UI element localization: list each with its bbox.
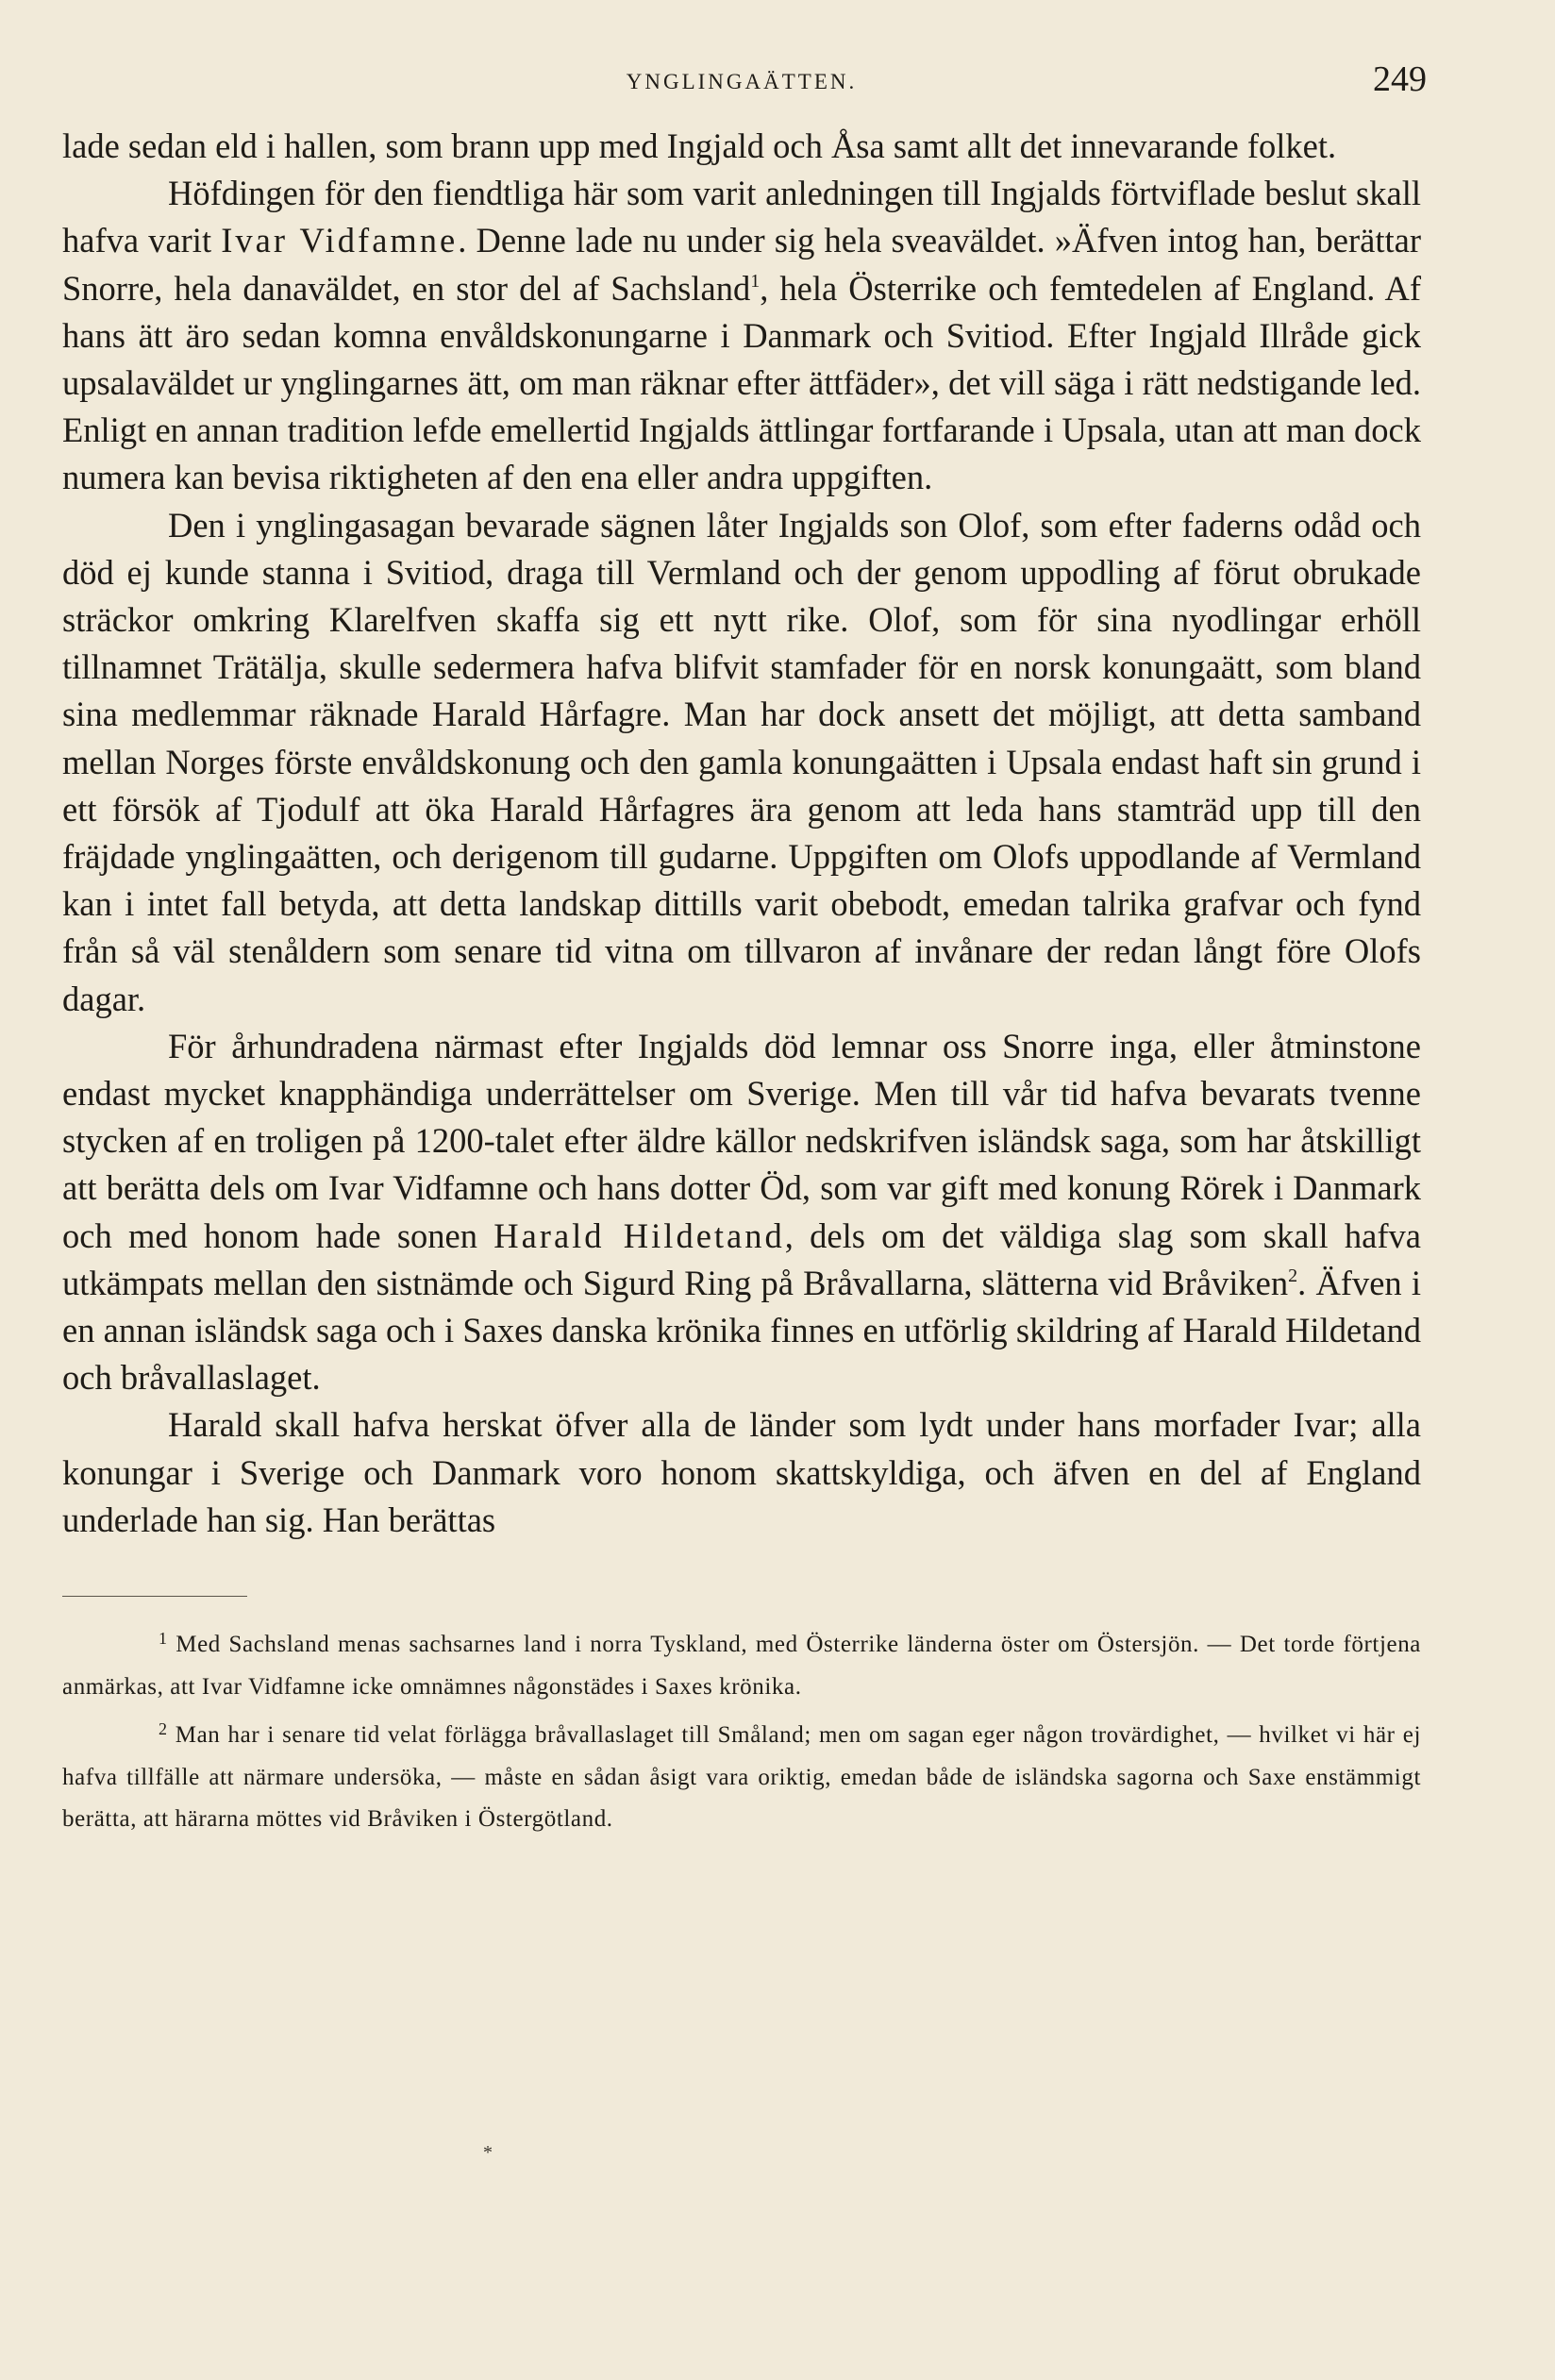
- body-text: [62, 123, 1421, 1544]
- text-segment: . Denne lade nu under sig hela sveaväldet. »Äfven intog han, berättar Snorre, hela danaväldet, en stor del af Sachsland: [62, 221, 1421, 308]
- printer-mark: *: [483, 2142, 493, 2163]
- paragraph: [62, 170, 1421, 501]
- text-segment: För århundradena närmast efter Ingjalds död lemnar oss Snorre inga, eller åtminstone endast mycket knapphändiga underrättelser om Sverige. Men till vår tid hafva bevarats tvenne stycken af en troligen på 1200-talet efter äldre källor nedskrifven isländsk saga, som har åtskilligt att berätta dels om Ivar Vidfamne och hans dotter Öd, som var gift med konung Rörek i Danmark och med honom hade sonen: [62, 1026, 1421, 1255]
- running-title: YNGLINGAÄTTEN.: [626, 70, 858, 93]
- footnote-divider: [62, 1596, 247, 1597]
- spaced-name: Harald Hildetand: [493, 1215, 785, 1255]
- text-segment: Höfdingen för den fiendtliga här som varit anledningen till Ingjalds förtviflade beslut skall hafva varit: [62, 174, 1421, 260]
- text-segment: Harald skall hafva herskat öfver alla de länder som lydt under hans morfader Ivar; alla konungar i Sverige och Danmark voro honom skattskyldiga, och äfven en del af England underlade han sig. Han berättas: [62, 1405, 1421, 1539]
- running-head: [62, 57, 1427, 123]
- text-segment: , dels om det väldiga slag som skall hafva utkämpats mellan den sistnämde och Sigurd Ring på Bråvallarna, slätterna vid Bråviken: [62, 1215, 1421, 1302]
- text-segment: , hela Österrike och femtedelen af England. Af hans ätt äro sedan komna envåldskonungarne i Danmark och Svitiod. Efter Ingjald Illråde gick upsalaväldet ur ynglingarnes ätt, om man räknar efter ättfäder», det vill säga i rätt nedstigande led. Enligt en annan tradition lefde emellertid Ingjalds ättlingar fortfarande i Upsala, utan att man dock numera kan bevisa riktigheten af den ena eller andra uppgiften.: [62, 268, 1421, 497]
- paragraph: [62, 502, 1421, 1023]
- page-number: 249: [1373, 59, 1427, 99]
- footnote-text: Med Sachsland menas sachsarnes land i norra Tyskland, med Österrike länderna öster om Östersjön. — Det torde förtjena anmärkas, att Ivar Vidfamne icke omnämnes någonstädes i Saxes krönika.: [62, 1632, 1421, 1700]
- footnote: [62, 1708, 1421, 1841]
- paragraph: [62, 123, 1421, 170]
- book-page: [62, 57, 1427, 1841]
- footnotes: [62, 1617, 1421, 1841]
- footnote: [62, 1617, 1421, 1708]
- text-segment: Den i ynglingasagan bevarade sägnen låter Ingjalds son Olof, som efter faderns odåd och död ej kunde stanna i Svitiod, draga till Vermland och der genom uppodling af förut obrukade sträckor omkring Klarelfven skaffa sig ett nytt rike. Olof, som för sina nyodlingar erhöll tillnamnet Trätälja, skulle sedermera hafva blifvit stamfader för en norsk konungaätt, som bland sina medlemmar räknade Harald Hårfagre. Man har dock ansett det möjligt, att detta samband mellan Norges förste envåldskonung och den gamla konungaätten i Upsala endast haft sin grund i ett försök af Tjodulf att öka Harald Hårfagres ära genom att leda hans stamträd upp till den fräjdade ynglingaätten, och derigenom till gudarne. Uppgiften om Olofs uppodlande af Vermland kan i intet fall betyda, att detta landskap dittills varit obebodt, emedan talrika grafvar och fynd från så väl stenåldern som senare tid vitna om tillvaron af invånare der redan långt före Olofs dagar.: [62, 505, 1421, 1018]
- footnote-reference: 2: [1288, 1265, 1298, 1286]
- paragraph: [62, 1023, 1421, 1402]
- spaced-name: Ivar Vidfamne: [221, 221, 459, 260]
- text-segment: . Äfven i en annan isländsk saga och i Saxes danska krönika finnes en utförlig skildring af Harald Hildetand och bråvallaslaget.: [62, 1263, 1421, 1398]
- paragraph: [62, 1401, 1421, 1544]
- text-segment: lade sedan eld i hallen, som brann upp med Ingjald och Åsa samt allt det innevarande folket.: [62, 126, 1337, 165]
- footnote-mark: 2: [159, 1719, 168, 1739]
- footnote-mark: 1: [159, 1629, 168, 1649]
- footnote-text: Man har i senare tid velat förlägga bråvallaslaget till Småland; men om sagan eger någon trovärdighet, — hvilket vi här ej hafva tillfälle att närmare undersöka, — måste en sådan åsigt vara oriktig, emedan både de isländska sagorna och Saxe enstämmigt berätta, att härarna möttes vid Bråviken i Östergötland.: [62, 1722, 1421, 1833]
- footnote-reference: 1: [750, 270, 761, 292]
